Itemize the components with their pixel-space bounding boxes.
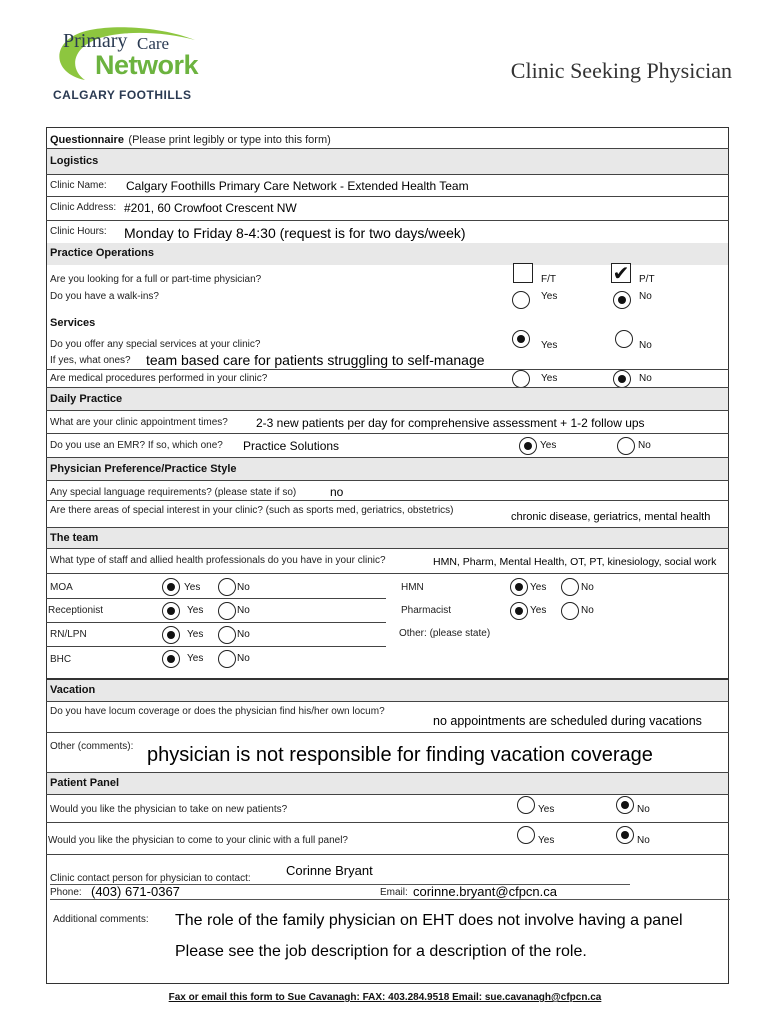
rnlpn-yes-radio[interactable] [162, 626, 180, 644]
procedures-yes-label: Yes [541, 373, 558, 384]
patient-panel-heading: Patient Panel [50, 777, 120, 789]
special-yes-radio[interactable] [512, 330, 530, 348]
no-label: No [237, 653, 250, 664]
q-new-patients: Would you like the physician to take on new patients? [50, 804, 288, 815]
locum-field[interactable]: no appointments are scheduled during vacations [433, 714, 702, 728]
logo [45, 18, 215, 106]
vacation-heading: Vacation [50, 684, 96, 696]
full-panel-no-radio[interactable] [616, 826, 634, 844]
special-no-label: No [639, 340, 652, 351]
logo-care: Care [137, 34, 170, 53]
questionnaire-title: Questionnaire [50, 134, 124, 146]
q-appointment: What are your clinic appointment times? [50, 417, 228, 428]
walkin-no-label: No [639, 291, 652, 302]
q-interest: Are there areas of special interest in your clinic? (such as sports med, geriatrics, obstetrics) [50, 505, 454, 516]
comments-label: Additional comments: [53, 914, 149, 925]
questionnaire-note: (Please print legibly or type into this form) [128, 134, 331, 146]
yes-label: Yes [187, 605, 204, 616]
q-fulltime: Are you looking for a full or part-time physician? [50, 274, 262, 285]
procedures-no-label: No [639, 373, 652, 384]
daily-practice-heading: Daily Practice [50, 393, 123, 405]
yes-label: Yes [187, 629, 204, 640]
clinic-name-label: Clinic Name: [50, 180, 107, 191]
practice-ops-heading: Practice Operations [50, 247, 154, 259]
email-label: Email: [380, 887, 408, 898]
clinic-hours-field[interactable]: Monday to Friday 8-4:30 (request is for two days/week) [124, 225, 466, 241]
team-row-label: BHC [50, 654, 72, 665]
contact-person-field[interactable]: Corinne Bryant [286, 863, 373, 878]
daily-practice-band [47, 388, 728, 410]
yes-label: Yes [530, 605, 547, 616]
full-panel-no-label: No [637, 835, 650, 846]
q-full-panel: Would you like the physician to come to your clinic with a full panel? [48, 835, 348, 846]
procedures-yes-radio[interactable] [512, 370, 530, 388]
emr-no-label: No [638, 440, 651, 451]
comments-line1[interactable]: The role of the family physician on EHT does not involve having a panel [175, 912, 683, 929]
receptionist-no-radio[interactable] [218, 602, 236, 620]
team-row-label: HMN [401, 582, 424, 593]
rnlpn-no-radio[interactable] [218, 626, 236, 644]
walkin-no-radio[interactable] [613, 291, 631, 309]
team-other-label: Other: (please state) [399, 628, 491, 639]
hmn-yes-radio[interactable] [510, 578, 528, 596]
pt-label: P/T [639, 274, 655, 285]
team-row-label: Pharmacist [401, 605, 452, 616]
ft-checkbox[interactable] [513, 263, 533, 283]
logo-subtitle: CALGARY FOOTHILLS [53, 88, 192, 102]
moa-no-radio[interactable] [218, 578, 236, 596]
q-language: Any special language requirements? (please state if so) [50, 487, 297, 498]
staff-field[interactable]: HMN, Pharm, Mental Health, OT, PT, kinesiology, social work [433, 556, 717, 568]
new-patients-yes-label: Yes [538, 804, 555, 815]
preference-heading: Physician Preference/Practice Style [50, 463, 237, 475]
q-procedures: Are medical procedures performed in your clinic? [50, 373, 268, 384]
bhc-no-radio[interactable] [218, 650, 236, 668]
bhc-yes-radio[interactable] [162, 650, 180, 668]
moa-yes-radio[interactable] [162, 578, 180, 596]
walkin-yes-label: Yes [541, 291, 558, 302]
phone-label: Phone: [50, 887, 82, 898]
new-patients-no-radio[interactable] [616, 796, 634, 814]
new-patients-yes-radio[interactable] [517, 796, 535, 814]
ft-label: F/T [541, 274, 556, 285]
logistics-heading: Logistics [50, 155, 99, 167]
which-services-field[interactable]: team based care for patients struggling to self-manage [146, 352, 485, 368]
q-locum: Do you have locum coverage or does the physician find his/her own locum? [50, 706, 385, 717]
full-panel-yes-radio[interactable] [517, 826, 535, 844]
team-heading: The team [50, 532, 99, 544]
q-which-services: If yes, what ones? [50, 355, 131, 366]
clinic-hours-label: Clinic Hours: [50, 226, 107, 237]
no-label: No [237, 629, 250, 640]
logo-network: Network [95, 50, 199, 80]
patient-panel-band [47, 773, 728, 794]
email-field[interactable]: corinne.bryant@cfpcn.ca [413, 884, 557, 899]
pharmacist-no-radio[interactable] [561, 602, 579, 620]
no-label: No [581, 582, 594, 593]
q-emr: Do you use an EMR? If so, which one? [50, 440, 223, 451]
page-title: Clinic Seeking Physician [510, 58, 732, 83]
vacation-other-label: Other (comments): [50, 741, 134, 752]
emr-no-radio[interactable] [617, 437, 635, 455]
check-mark-icon: ✔ [612, 261, 630, 285]
footer-note: Fax or email this form to Sue Cavanagh: FAX: 403.284.9518 Email: sue.cavanagh@cfpcn.ca [168, 992, 602, 1003]
appointment-field[interactable]: 2-3 new patients per day for comprehensive assessment + 1-2 follow ups [256, 416, 645, 430]
clinic-address-label: Clinic Address: [50, 202, 117, 213]
yes-label: Yes [187, 653, 204, 664]
logo-primary: Primary [63, 30, 128, 52]
contact-person-label: Clinic contact person for physician to contact: [50, 873, 251, 884]
special-no-radio[interactable] [615, 330, 633, 348]
phone-field[interactable]: (403) 671-0367 [91, 884, 180, 899]
special-yes-label: Yes [541, 340, 558, 351]
no-label: No [581, 605, 594, 616]
full-panel-yes-label: Yes [538, 835, 555, 846]
clinic-address-field[interactable]: #201, 60 Crowfoot Crescent NW [124, 201, 297, 215]
clinic-name-field[interactable]: Calgary Foothills Primary Care Network - Extended Health Team [126, 179, 469, 193]
yes-label: Yes [530, 582, 547, 593]
team-band [47, 528, 728, 548]
procedures-no-radio[interactable] [613, 370, 631, 388]
comments-line2[interactable]: Please see the job description for a description of the role. [175, 943, 587, 960]
q-walkin: Do you have a walk-ins? [50, 291, 159, 302]
services-heading: Services [50, 317, 96, 329]
no-label: No [237, 582, 250, 593]
vacation-band [47, 680, 728, 701]
pharmacist-yes-radio[interactable] [510, 602, 528, 620]
q-staff: What type of staff and allied health professionals do you have in your clinic? [50, 555, 386, 566]
receptionist-yes-radio[interactable] [162, 602, 180, 620]
vacation-other-field[interactable]: physician is not responsible for finding vacation coverage [147, 744, 653, 766]
pt-checkbox[interactable] [611, 263, 631, 283]
emr-field[interactable]: Practice Solutions [243, 439, 340, 453]
team-row-label: RN/LPN [50, 629, 87, 640]
logistics-band [47, 149, 728, 174]
new-patients-no-label: No [637, 804, 650, 815]
yes-label: Yes [184, 582, 201, 593]
q-special-services: Do you offer any special services at your clinic? [50, 339, 261, 350]
interest-field[interactable]: chronic disease, geriatrics, mental health [511, 511, 711, 523]
questionnaire-header [50, 130, 331, 148]
no-label: No [237, 605, 250, 616]
emr-yes-label: Yes [540, 440, 557, 451]
team-row-label: Receptionist [48, 605, 104, 616]
walkin-yes-radio[interactable] [512, 291, 530, 309]
hmn-no-radio[interactable] [561, 578, 579, 596]
language-field[interactable]: no [330, 485, 344, 499]
emr-yes-radio[interactable] [519, 437, 537, 455]
team-row-label: MOA [50, 582, 73, 593]
